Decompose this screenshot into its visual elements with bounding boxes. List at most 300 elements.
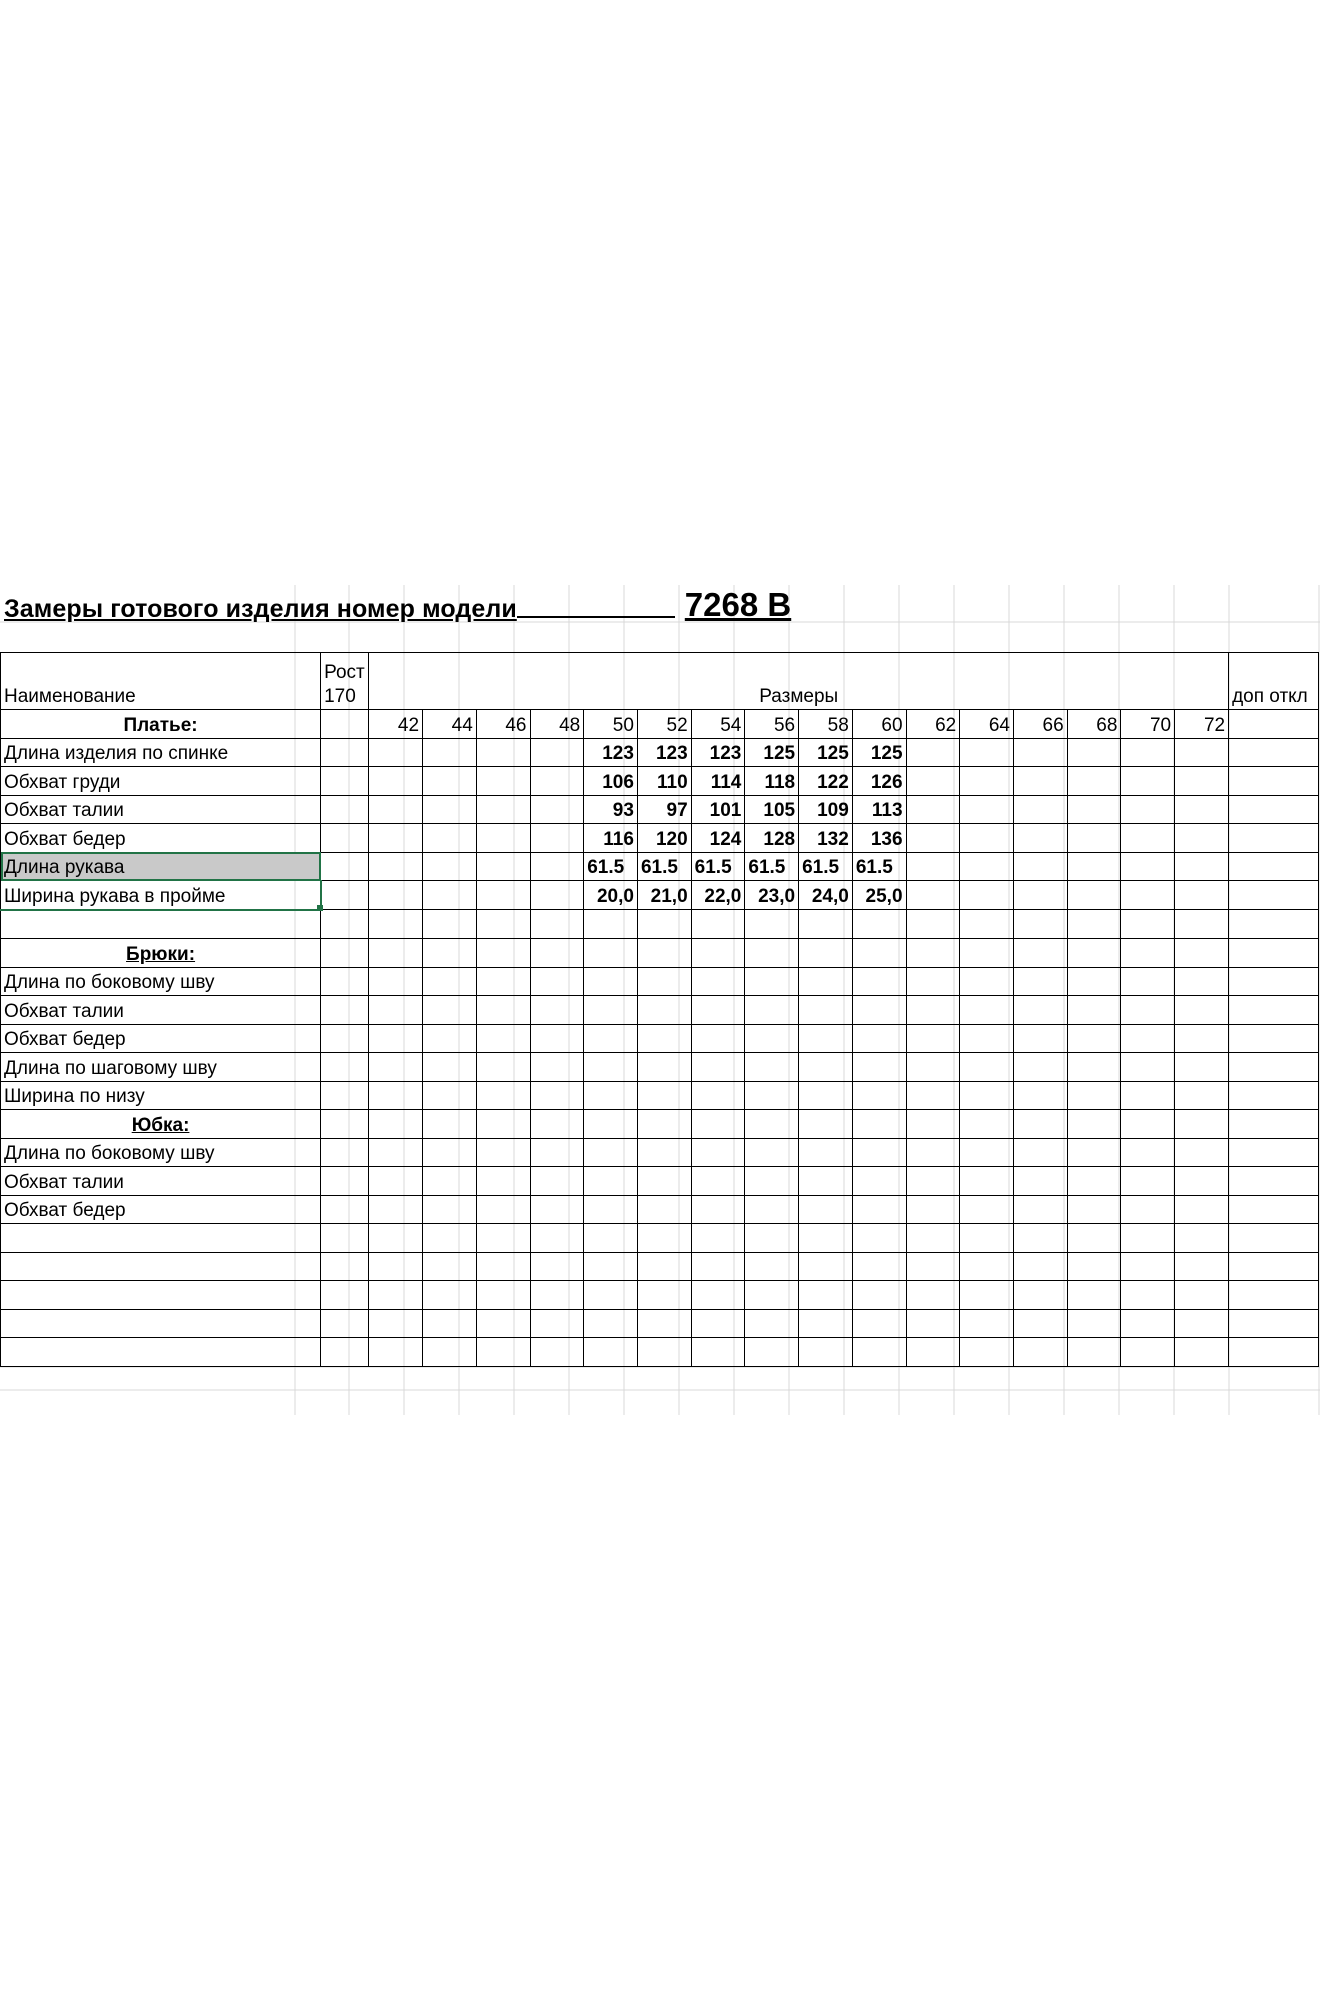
extra-cell[interactable] [1229,824,1319,853]
value-cell[interactable] [691,1167,745,1196]
value-cell[interactable] [906,881,960,910]
value-cell[interactable] [530,1110,584,1139]
value-cell[interactable] [906,852,960,881]
extra-cell[interactable] [1229,881,1319,910]
rost-cell[interactable] [321,1138,369,1167]
value-cell[interactable] [1121,1138,1175,1167]
value-cell[interactable] [691,910,745,939]
value-cell[interactable] [530,939,584,968]
header-rost-cell[interactable] [321,653,369,710]
value-cell[interactable] [960,910,1014,939]
value-cell[interactable] [691,1081,745,1110]
value-cell[interactable]: 125 [799,738,853,767]
value-cell[interactable] [530,996,584,1025]
value-cell[interactable] [745,1309,799,1338]
value-cell[interactable] [423,1281,477,1310]
size-header-cell[interactable]: 64 [960,710,1014,739]
value-cell[interactable] [476,939,530,968]
value-cell[interactable] [1067,967,1121,996]
value-cell[interactable] [584,996,638,1025]
value-cell[interactable] [1121,1338,1175,1367]
value-cell[interactable] [369,1138,423,1167]
value-cell[interactable] [423,1195,477,1224]
value-cell[interactable] [1121,1281,1175,1310]
value-cell[interactable] [476,996,530,1025]
value-cell[interactable] [906,1224,960,1253]
value-cell[interactable] [1067,1167,1121,1196]
value-cell[interactable] [960,738,1014,767]
extra-cell[interactable] [1229,1024,1319,1053]
value-cell[interactable] [960,767,1014,796]
value-cell[interactable] [1175,1309,1229,1338]
extra-cell[interactable] [1229,939,1319,968]
measurement-name-cell[interactable] [1,1281,321,1310]
value-cell[interactable] [530,1081,584,1110]
value-cell[interactable] [584,967,638,996]
value-cell[interactable] [1121,881,1175,910]
value-cell[interactable] [799,1053,853,1082]
value-cell[interactable] [637,1167,691,1196]
value-cell[interactable] [1121,967,1175,996]
value-cell[interactable] [423,852,477,881]
value-cell[interactable] [476,1281,530,1310]
value-cell[interactable] [691,1224,745,1253]
measurement-name-cell[interactable] [1,1338,321,1367]
measurement-name-cell[interactable] [1,910,321,939]
value-cell[interactable] [960,824,1014,853]
value-cell[interactable] [1175,1338,1229,1367]
value-cell[interactable]: 61.5 [852,852,906,881]
rost-cell[interactable] [321,1224,369,1253]
value-cell[interactable] [960,1110,1014,1139]
value-cell[interactable] [530,1024,584,1053]
value-cell[interactable] [906,1024,960,1053]
value-cell[interactable] [530,738,584,767]
value-cell[interactable] [745,1195,799,1224]
measurement-name-cell[interactable] [1,1252,321,1281]
value-cell[interactable] [799,1309,853,1338]
value-cell[interactable] [1013,852,1067,881]
value-cell[interactable] [476,795,530,824]
value-cell[interactable] [369,1110,423,1139]
size-header-cell[interactable]: 66 [1013,710,1067,739]
size-header-cell[interactable]: 68 [1067,710,1121,739]
value-cell[interactable] [584,1252,638,1281]
value-cell[interactable] [476,1138,530,1167]
value-cell[interactable] [530,1167,584,1196]
value-cell[interactable] [1067,1195,1121,1224]
value-cell[interactable] [1175,1195,1229,1224]
extra-cell[interactable] [1229,1081,1319,1110]
value-cell[interactable] [906,824,960,853]
value-cell[interactable] [960,1224,1014,1253]
value-cell[interactable] [799,1252,853,1281]
measurement-name-cell[interactable]: Ширина по низу [1,1081,321,1110]
value-cell[interactable] [369,939,423,968]
value-cell[interactable] [369,1167,423,1196]
value-cell[interactable] [960,881,1014,910]
value-cell[interactable] [852,910,906,939]
value-cell[interactable] [745,910,799,939]
value-cell[interactable] [745,939,799,968]
value-cell[interactable] [1175,939,1229,968]
value-cell[interactable] [906,1195,960,1224]
value-cell[interactable] [584,1195,638,1224]
header-sizes-cell[interactable] [369,653,1229,710]
value-cell[interactable] [476,1053,530,1082]
value-cell[interactable] [1067,1338,1121,1367]
value-cell[interactable] [852,1309,906,1338]
value-cell[interactable] [1013,1110,1067,1139]
value-cell[interactable]: 101 [691,795,745,824]
value-cell[interactable] [423,996,477,1025]
value-cell[interactable] [1067,1252,1121,1281]
value-cell[interactable] [1121,910,1175,939]
value-cell[interactable] [691,1053,745,1082]
value-cell[interactable]: 123 [691,738,745,767]
extra-cell[interactable] [1229,967,1319,996]
value-cell[interactable]: 97 [637,795,691,824]
value-cell[interactable] [960,1053,1014,1082]
value-cell[interactable] [960,1281,1014,1310]
value-cell[interactable] [584,910,638,939]
measurement-name-cell[interactable]: Обхват талии [1,795,321,824]
value-cell[interactable] [637,1252,691,1281]
value-cell[interactable] [423,1110,477,1139]
value-cell[interactable] [530,1281,584,1310]
value-cell[interactable] [745,1081,799,1110]
value-cell[interactable] [1121,1224,1175,1253]
measurement-name-cell[interactable] [1,1224,321,1253]
value-cell[interactable] [1067,767,1121,796]
value-cell[interactable] [423,1024,477,1053]
value-cell[interactable] [637,910,691,939]
value-cell[interactable] [1067,1081,1121,1110]
value-cell[interactable] [1067,996,1121,1025]
value-cell[interactable] [1013,1053,1067,1082]
value-cell[interactable] [745,996,799,1025]
value-cell[interactable] [1175,967,1229,996]
value-cell[interactable] [530,852,584,881]
value-cell[interactable] [960,1338,1014,1367]
value-cell[interactable]: 113 [852,795,906,824]
value-cell[interactable] [1067,852,1121,881]
size-header-cell[interactable]: 56 [745,710,799,739]
value-cell[interactable] [1013,939,1067,968]
value-cell[interactable] [852,1281,906,1310]
value-cell[interactable] [1121,996,1175,1025]
value-cell[interactable]: 105 [745,795,799,824]
value-cell[interactable] [799,967,853,996]
value-cell[interactable] [960,1081,1014,1110]
value-cell[interactable] [1121,1309,1175,1338]
value-cell[interactable] [476,1338,530,1367]
value-cell[interactable] [906,738,960,767]
value-cell[interactable] [960,1138,1014,1167]
value-cell[interactable] [1013,1081,1067,1110]
value-cell[interactable] [1121,1024,1175,1053]
value-cell[interactable] [1175,738,1229,767]
value-cell[interactable] [906,1138,960,1167]
value-cell[interactable] [584,1081,638,1110]
value-cell[interactable] [1121,738,1175,767]
extra-cell[interactable] [1229,1110,1319,1139]
value-cell[interactable] [852,967,906,996]
value-cell[interactable] [476,1167,530,1196]
value-cell[interactable] [852,1224,906,1253]
value-cell[interactable] [584,1167,638,1196]
measurement-name-cell[interactable]: Длина по боковому шву [1,967,321,996]
value-cell[interactable] [960,1167,1014,1196]
rost-cell[interactable] [321,1167,369,1196]
value-cell[interactable]: 126 [852,767,906,796]
value-cell[interactable] [369,738,423,767]
value-cell[interactable] [423,967,477,996]
value-cell[interactable] [1121,1110,1175,1139]
value-cell[interactable] [584,1053,638,1082]
measurement-name-cell[interactable]: Обхват бедер [1,1195,321,1224]
value-cell[interactable] [799,939,853,968]
value-cell[interactable] [745,1167,799,1196]
value-cell[interactable] [423,939,477,968]
size-header-cell[interactable]: 46 [476,710,530,739]
value-cell[interactable]: 125 [745,738,799,767]
value-cell[interactable] [799,1138,853,1167]
value-cell[interactable] [423,1252,477,1281]
value-cell[interactable] [423,1224,477,1253]
value-cell[interactable] [637,1110,691,1139]
value-cell[interactable] [1175,1081,1229,1110]
value-cell[interactable] [1067,939,1121,968]
measurement-name-cell[interactable]: Длина рукава [1,852,321,881]
value-cell[interactable] [637,1224,691,1253]
value-cell[interactable] [1013,1138,1067,1167]
value-cell[interactable] [691,1309,745,1338]
value-cell[interactable] [1013,1224,1067,1253]
value-cell[interactable]: 128 [745,824,799,853]
value-cell[interactable] [691,996,745,1025]
value-cell[interactable] [369,824,423,853]
value-cell[interactable] [530,910,584,939]
section-label-cell[interactable]: Юбка: [1,1110,321,1139]
value-cell[interactable] [691,1024,745,1053]
size-header-cell[interactable]: 70 [1121,710,1175,739]
value-cell[interactable] [1013,1195,1067,1224]
value-cell[interactable]: 109 [799,795,853,824]
value-cell[interactable] [1013,738,1067,767]
value-cell[interactable] [1013,1024,1067,1053]
value-cell[interactable] [476,1224,530,1253]
rost-cell[interactable] [321,767,369,796]
value-cell[interactable] [691,1110,745,1139]
value-cell[interactable]: 61.5 [691,852,745,881]
value-cell[interactable] [369,996,423,1025]
rost-cell[interactable] [321,1024,369,1053]
value-cell[interactable] [691,1252,745,1281]
value-cell[interactable] [423,1338,477,1367]
measurement-name-cell[interactable]: Обхват бедер [1,1024,321,1053]
value-cell[interactable]: 118 [745,767,799,796]
size-header-cell[interactable]: 52 [637,710,691,739]
value-cell[interactable] [745,1281,799,1310]
extra-cell[interactable] [1229,996,1319,1025]
value-cell[interactable] [369,1053,423,1082]
extra-cell[interactable] [1229,1167,1319,1196]
value-cell[interactable] [369,1024,423,1053]
section-label-cell[interactable]: Брюки: [1,939,321,968]
extra-cell[interactable] [1229,1309,1319,1338]
value-cell[interactable] [423,767,477,796]
value-cell[interactable] [1175,881,1229,910]
measurement-name-cell[interactable]: Длина по боковому шву [1,1138,321,1167]
rost-cell[interactable] [321,1081,369,1110]
value-cell[interactable]: 61.5 [584,852,638,881]
value-cell[interactable] [691,1195,745,1224]
value-cell[interactable] [637,1081,691,1110]
measurement-name-cell[interactable]: Обхват груди [1,767,321,796]
value-cell[interactable] [1175,852,1229,881]
rost-cell[interactable] [321,1053,369,1082]
value-cell[interactable] [960,1195,1014,1224]
size-header-cell[interactable]: 62 [906,710,960,739]
value-cell[interactable] [691,967,745,996]
value-cell[interactable] [369,767,423,796]
selection-fill-handle[interactable] [317,905,323,911]
value-cell[interactable]: 20,0 [584,881,638,910]
value-cell[interactable] [745,967,799,996]
measurement-name-cell[interactable]: Обхват бедер [1,824,321,853]
value-cell[interactable] [1013,967,1067,996]
value-cell[interactable] [476,852,530,881]
value-cell[interactable] [637,939,691,968]
value-cell[interactable] [423,738,477,767]
extra-cell[interactable] [1229,1281,1319,1310]
value-cell[interactable] [1121,824,1175,853]
value-cell[interactable] [1013,795,1067,824]
value-cell[interactable] [423,824,477,853]
value-cell[interactable] [530,1138,584,1167]
value-cell[interactable] [1067,1138,1121,1167]
value-cell[interactable] [1013,910,1067,939]
value-cell[interactable] [745,1053,799,1082]
size-header-cell[interactable]: 44 [423,710,477,739]
value-cell[interactable] [530,967,584,996]
value-cell[interactable] [906,1167,960,1196]
rost-cell[interactable] [321,852,369,881]
value-cell[interactable] [637,1281,691,1310]
value-cell[interactable] [1067,910,1121,939]
value-cell[interactable] [799,996,853,1025]
value-cell[interactable] [1013,1252,1067,1281]
value-cell[interactable] [1067,1224,1121,1253]
value-cell[interactable] [745,1138,799,1167]
value-cell[interactable]: 25,0 [852,881,906,910]
value-cell[interactable] [1121,939,1175,968]
value-cell[interactable] [1121,767,1175,796]
value-cell[interactable]: 120 [637,824,691,853]
value-cell[interactable] [1175,1224,1229,1253]
value-cell[interactable] [369,967,423,996]
rost-cell[interactable] [321,1281,369,1310]
rost-cell[interactable] [321,1338,369,1367]
size-header-cell[interactable]: 58 [799,710,853,739]
value-cell[interactable] [1013,996,1067,1025]
rost-cell[interactable] [321,967,369,996]
rost-cell[interactable] [321,881,369,910]
value-cell[interactable] [1067,1110,1121,1139]
value-cell[interactable] [799,1167,853,1196]
value-cell[interactable] [960,1024,1014,1053]
value-cell[interactable] [1175,795,1229,824]
value-cell[interactable] [1013,824,1067,853]
value-cell[interactable] [476,1024,530,1053]
value-cell[interactable] [369,1281,423,1310]
value-cell[interactable] [852,1024,906,1053]
rost-cell[interactable] [321,824,369,853]
rost-cell[interactable] [321,710,369,739]
value-cell[interactable] [906,767,960,796]
value-cell[interactable] [476,910,530,939]
value-cell[interactable] [584,1281,638,1310]
value-cell[interactable] [1175,1110,1229,1139]
size-header-cell[interactable]: 50 [584,710,638,739]
value-cell[interactable] [1121,795,1175,824]
value-cell[interactable] [1067,1309,1121,1338]
value-cell[interactable] [530,824,584,853]
extra-cell[interactable] [1229,1138,1319,1167]
value-cell[interactable] [799,1195,853,1224]
extra-cell[interactable] [1229,1252,1319,1281]
value-cell[interactable] [960,852,1014,881]
value-cell[interactable]: 124 [691,824,745,853]
rost-cell[interactable] [321,1110,369,1139]
measurement-name-cell[interactable]: Длина по шаговому шву [1,1053,321,1082]
value-cell[interactable] [960,967,1014,996]
value-cell[interactable] [637,1195,691,1224]
value-cell[interactable] [906,1281,960,1310]
value-cell[interactable] [637,1053,691,1082]
value-cell[interactable] [1013,767,1067,796]
value-cell[interactable] [637,1338,691,1367]
value-cell[interactable] [1175,1024,1229,1053]
value-cell[interactable] [852,1138,906,1167]
value-cell[interactable] [960,1252,1014,1281]
value-cell[interactable]: 116 [584,824,638,853]
value-cell[interactable] [476,767,530,796]
value-cell[interactable] [691,1138,745,1167]
value-cell[interactable] [369,1195,423,1224]
value-cell[interactable] [1067,1053,1121,1082]
value-cell[interactable] [906,1110,960,1139]
value-cell[interactable] [369,910,423,939]
value-cell[interactable] [745,1224,799,1253]
value-cell[interactable] [1013,1338,1067,1367]
value-cell[interactable] [1121,1167,1175,1196]
value-cell[interactable] [476,824,530,853]
value-cell[interactable] [1067,824,1121,853]
rost-cell[interactable] [321,939,369,968]
value-cell[interactable] [530,1252,584,1281]
value-cell[interactable] [1175,767,1229,796]
value-cell[interactable] [584,1024,638,1053]
value-cell[interactable] [637,1138,691,1167]
value-cell[interactable] [745,1338,799,1367]
value-cell[interactable] [906,967,960,996]
value-cell[interactable]: 136 [852,824,906,853]
value-cell[interactable] [530,795,584,824]
measurement-name-cell[interactable]: Обхват талии [1,996,321,1025]
value-cell[interactable] [852,1053,906,1082]
